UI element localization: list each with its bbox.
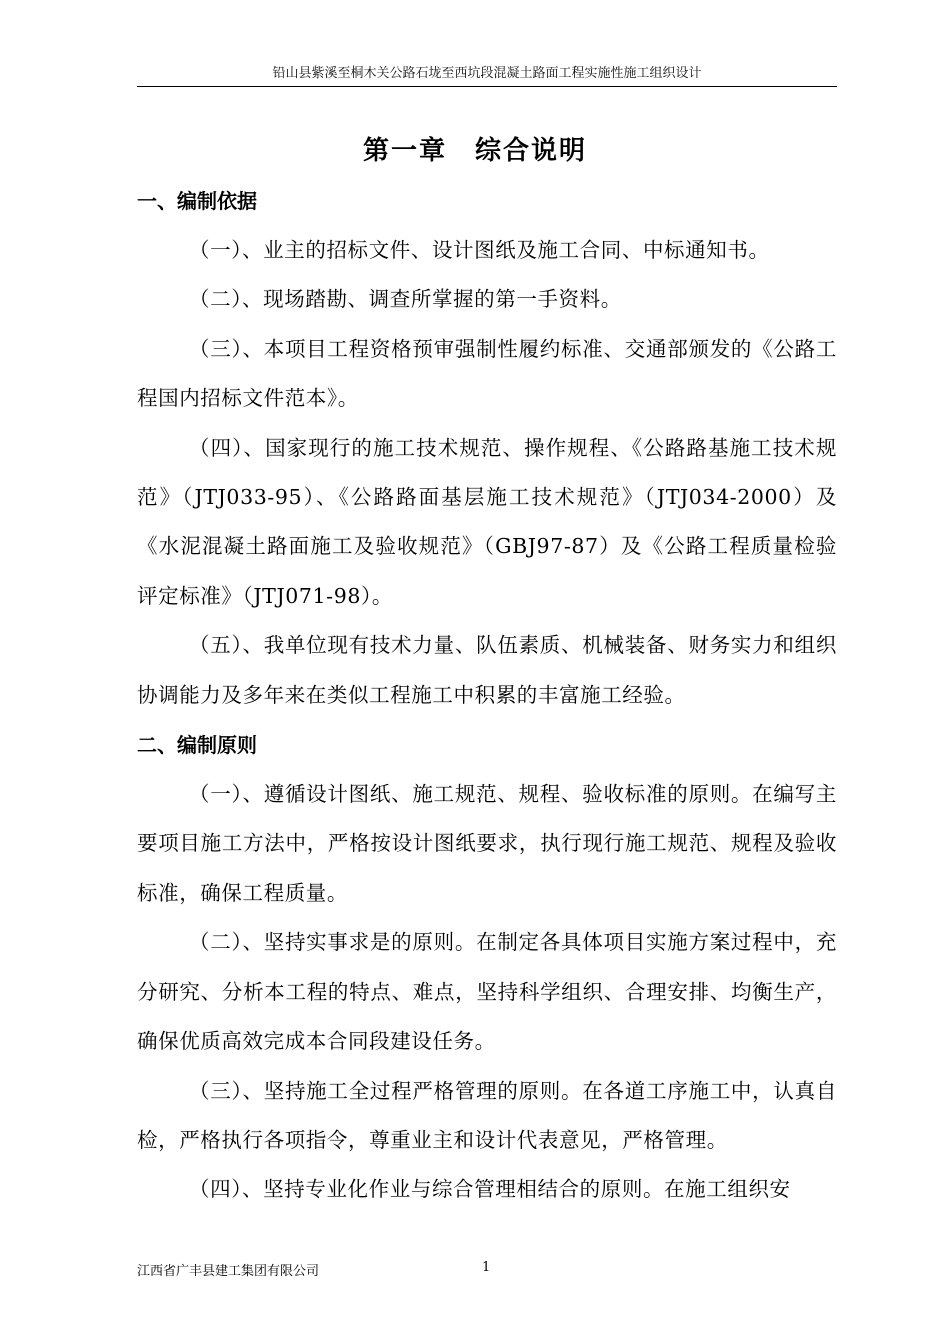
document-body [137,176,837,1215]
footer-company: 江西省广丰县建工集团有限公司 [137,1264,320,1279]
section-heading: 二、编制原则 [137,733,257,758]
section-compilation-basis [137,176,837,720]
page-number: 1 [482,1260,491,1275]
paragraph: （一）、业主的招标文件、设计图纸及施工合同、中标通知书。 [189,238,770,262]
section-compilation-principles [137,720,837,1215]
page-header: 铅山县紫溪至桐木关公路石垅至西坑段混凝土路面工程实施性施工组织设计 [137,64,837,87]
paragraph: （四）、坚持专业化作业与综合管理相结合的原则。在施工组织安 [189,1177,791,1202]
paragraph: （二）、现场踏勘、调查所掌握的第一手资料。 [189,287,622,312]
paragraph: （五）、我单位现有技术力量、队伍素质、机械装备、财务实力和组织协调能力及多年来在类似工程施工中积累的丰富施工经验。 [137,633,837,707]
paragraph: （三）、坚持施工全过程严格管理的原则。在各道工序施工中，认真自检，严格执行各项指令，尊重业主和设计代表意见，严格管理。 [137,1078,837,1152]
chapter-title: 第一章 综合说明 [362,136,587,166]
paragraph: （一）、遵循设计图纸、施工规范、规程、验收标准的原则。在编写主要项目施工方法中，严格按设计图纸要求，执行现行施工规范、规程及验收标准，确保工程质量。 [137,782,837,905]
paragraph: （二）、坚持实事求是的原则。在制定各具体项目实施方案过程中，充分研究、分析本工程的特点、难点，坚持科学组织、合理安排、均衡生产，确保优质高效完成本合同段建设任务。 [137,930,837,1054]
section-heading: 一、编制依据 [137,189,257,213]
paragraph: （三）、本项目工程资格预审强制性履约标准、交通部颁发的《公路工程国内招标文件范本》。 [137,336,837,411]
paragraph: （四）、国家现行的施工技术规范、操作规程、《公路路基施工技术规范》（JTJ033-95）、《公路路面基层施工技术规范》（JTJ034-2000）及《水泥混凝土路面施工及验收规范》（GBJ97-87）及《公路工程质量检验评定标准》（JTJ071-98）。 [137,435,837,608]
